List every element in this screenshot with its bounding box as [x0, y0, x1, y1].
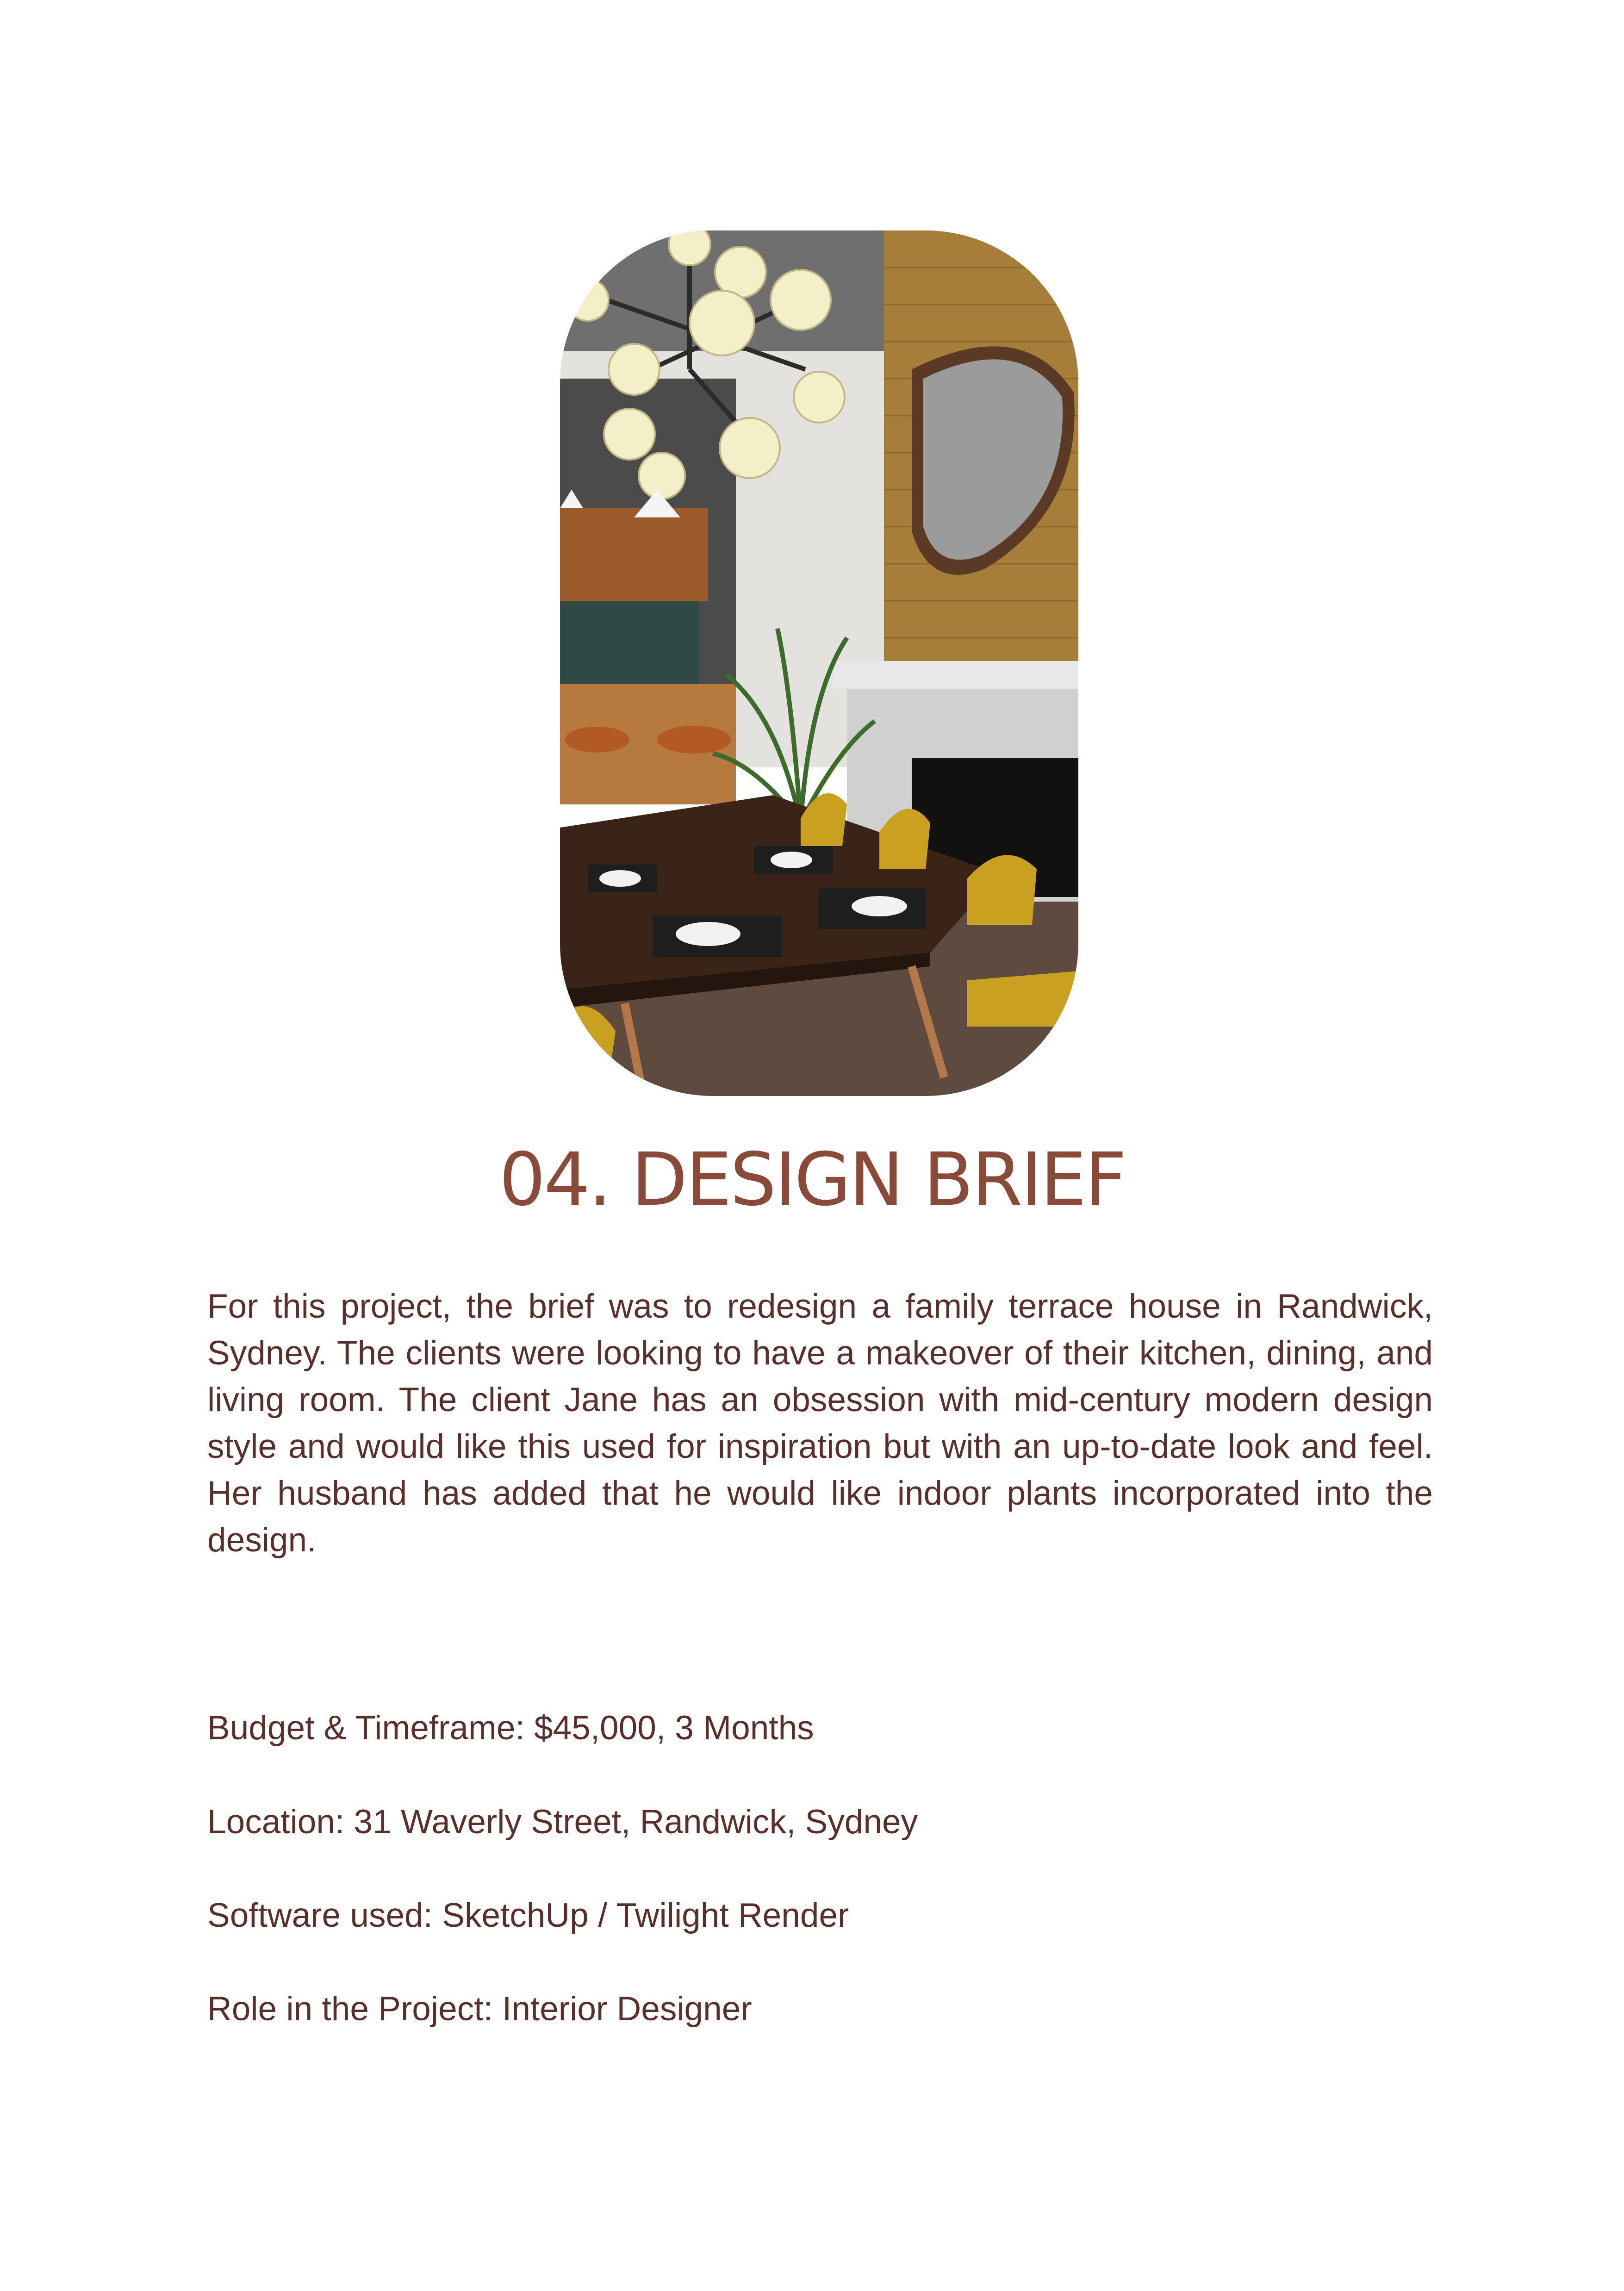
budget-timeframe: Budget & Timeframe: $45,000, 3 Months: [207, 1709, 814, 1747]
software-used: Software used: SketchUp / Twilight Render: [207, 1897, 849, 1934]
design-brief-paragraph: For this project, the brief was to redesign a family terrace house in Randwick, Sydney. The clients were looking to have a makeover of their kitchen, dining, and living room. The client Jane has an obsession with mid-century modern design style and would like this used for inspiration but with an up-to-date look and feel. Her husband has added that he would like indoor plants incorporated into the design.: [207, 1288, 1433, 1559]
dining-room-render-illustration: [560, 230, 1078, 1096]
location: Location: 31 Waverly Street, Randwick, Sydney: [207, 1803, 918, 1841]
project-role: Role in the Project: Interior Designer: [207, 1990, 752, 2028]
page-title: 04. DESIGN BRIEF: [499, 1137, 1125, 1222]
hero-render-image: [560, 230, 1078, 1096]
